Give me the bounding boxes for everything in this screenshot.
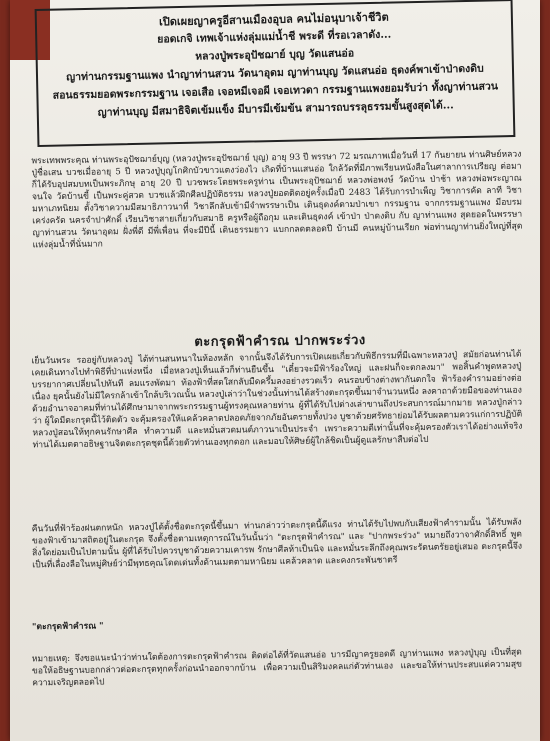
intro-paragraph: พระเทพพระคุณ ท่านพระอุปัชฌาย์บุญ (หลวงปู่พระอุปัชฌาย์ บุญ) อายุ 93 ปี พรรษา 72 มรณภาพเมื่อวันที่ 17 กันยายน ท่านศิษย์หลวงปู่ชื่อเสน บวชเมื่ออายุ 5 ปี หลวงปู่บุญโกศิกบัวขาวแตงว่องไว เกิดที่บ้านแสนอ่อ ใกล้วัดที่มีภาพเรียนหนังสือในศาลาการเปรียญ ต่อมาก็ได้รับอุปสมบทเป็นพระภิกษุ อายุ 20 ปี บวชพระโดยพระครูท่าน เป็นพระอุปัชฌาย์ หลวงพ่อพงษ์ วัดบ้าน ป่าช้า หลวงพ่อพระญาณ จนใจ วัดบ้านขี้ เป็นพระคู่สวด บวชแล้วฝึกศีลปฏิบัติธรรม หลวงปู่ยอดติดอยู่ครั้งเมื่อปี 2483 ได้รับการบำเพ็ญ วิชาการคัด ลาที วิชามหาเภทนิยม ตั้งวิชาความมีสมาธิภาวนาที่ วิชาลึกลับเข้ามีจำพรรษาเป็น เดินธุดงค์ตามป่าเขา กรรมฐาน จากกรรมฐานแพง มีอบรมเคร่งครัด นครจำปาศักดิ์ เรียนวิชาสายเกี่ยวกับสมาธิ ครูหรือผู้ถือกุม และเดินธุดงค์ เข้าป่า ป่าดงดิบ กับ ญาท่านแพง สุดยอดในพรรษา ญาท่านสวน วัดนาอุดม ฝั่งพี่ดี มีพี่เพื่อน ที่จะมีปีนี้ เดินธรรมยาว แบกกลดตลอดปี บ้านมี คนหมู่บ้านเรียก พ่อท่านญาท่านยิ่งใหญ่ที่สุดแห่งลุ่มน้ำที่นั่นมาก — [31, 149, 523, 251]
header-line-5: สอนธรรมยอดพระกรรมฐาน เจอเสือ เจอหมีเจอผี เจอเทวดา กรรมฐานแพงยอมรับว่า ทั้งญาท่านสวน — [52, 80, 499, 102]
header-line-6: ญาท่านบุญ มีสมาธิจิตเข้มแข็ง มีบารมีเข้มข้น สามารถบรรลุธรรมขั้นสูงสุดได้... — [97, 99, 454, 119]
header-line-3: หลวงปู่พระอุปัชฌาย์ บุญ วัดแสนอ่อ — [195, 47, 355, 63]
header-line-4: ญาท่านกรรมฐานแพง นำญาท่านสวน วัดนาอุดม ญาท่านบุญ วัดแสนอ่อ ธุดงค์พาเข้าป่าดงดิบ — [66, 62, 484, 84]
naming-paragraph: คืนวันที่ฟ้าร้องฝนตกหนัก หลวงปู่ได้ตั้งชื่อตะกรุดนี้ขึ้นมา ท่านกล่าวว่าตะกรุดนี้ดีแรง ท่านได้รับไปพบกับเสียงฟ้าคำรามนั้น ได้รับพลังของฟ้าเข้ามาสถิตอยู่ในตะกรุด จึงตั้งชื่อตามเหตุการณ์ในวันนั้นว่า "ตะกรุดฟ้าคำรณ" และ "ปากพระร่วง" หมายถึงวาจาศักดิ์สิทธิ์ พูดสิ่งใดย่อมเป็นไปตามนั้น ผู้ที่ได้รับไปควรบูชาด้วยความเคารพ รักษาศีลห้าเป็นนิจ และหมั่นระลึกถึงคุณพระรัตนตรัยอยู่เสมอ ตะกรุดนี้จึงเป็นที่เลื่องลือในหมู่ศิษย์ว่ามีพุทธคุณโดดเด่นทั้งด้านเมตตามหานิยม แคล้วคลาด และคงกระพันชาตรี — [31, 517, 523, 571]
header-line-1: เปิดเผยญาครูอีสานเมืองอุบล คนไม่อนุบาเจ้าชีวิต — [158, 10, 389, 29]
header-box — [35, 0, 516, 147]
quote-line: "ตะกรุดฟ้าคำรณ " — [31, 621, 104, 633]
header-line-2: ยอดเกจิ เทพเจ้าแห่งลุ่มแม่น้ำชี พระดี ที่รอเวลาดัง... — [157, 28, 392, 46]
body-paragraph: เย็นวันพระ รออยู่กับหลวงปู่ ได้ท่านสนทนาในห้องหลัก จากนั้นจึงได้รับการเปิดเผยเกี่ยวกับพิธีกรรมที่มีเฉพาะหลวงปู่ สมัยก่อนท่านได้เคยเดินทางไปทำพิธีที่ป่าแห่งหนึ่ง เมื่อหลวงปู่เห็นแล้วก็ท่านยืนขึ้น "เดี๋ยวจะมีฟ้าร้องใหญ่ และฝนก็จะตกลงมา" พอสิ้นคำพูดหลวงปู่ บรรยากาศเปลี่ยนไปทันที ลมแรงพัดมา ท้องฟ้าที่สดใสกลับมืดครึ้มลงอย่างรวดเร็ว คนรอบข้างต่างพากันตกใจ ฟ้าร้องคำรามอย่างต่อเนื่อง ยุคนั้นยังไม่มีใครกล้าเข้าใกล้บริเวณนั้น หลวงปู่เล่าว่าในช่วงนั้นท่านได้สร้างตะกรุดขึ้นมาจำนวนหนึ่ง ลงคาถาด้วยมือของท่านเอง ด้วยอำนาจอาคมที่ท่านได้ศึกษามาจากพระกรรมฐานผู้ทรงคุณหลายท่าน ผู้ที่ได้รับไปต่างเล่าขานถึงประสบการณ์มากมาย หลวงปู่กล่าวว่า ผู้ใดมีตะกรุดนี้ไว้ติดตัว จะคุ้มครองให้แคล้วคลาดปลอดภัยจากภัยอันตรายทั้งปวง บูชาด้วยศรัทธาย่อมได้รับผลตามควรแก่การปฏิบัติ หลวงปู่สอนให้ทุกคนรักษาศีล ทำความดี และหมั่นสวดมนต์ภาวนาเป็นประจำ เพราะความดีเท่านั้นที่จะคุ้มครองตัวเราได้อย่างแท้จริง ท่านได้เมตตาอธิษฐานจิตตะกรุดชุดนี้ด้วยตัวท่านเองทุกดอก และมอบให้ศิษย์ผู้ใกล้ชิดเป็นผู้ดูแลรักษาสืบต่อไป — [31, 349, 523, 451]
section-title: ตะกรุดฟ้าคำรณ ปากพระร่วง — [194, 333, 366, 350]
note-paragraph: หมายเหตุ: จึงขอแนะนำว่าท่านใดต้องการตะกรุดฟ้าคำรณ ติดต่อได้ที่วัดแสนอ่อ บารมีญาครูยอดดี ญาท่านแพง หลวงปู่บุญ เป็นที่สุด ขอให้อธิษฐานบอกกล่าวต่อตะกรุดทุกครั้งก่อนนำออกจากบ้าน เพื่อความเป็นสิริมงคลแก่ตัวท่านเอง และขอให้ท่านประสบแต่ความสุขความเจริญตลอดไป — [31, 647, 523, 689]
document-page — [10, 0, 540, 741]
